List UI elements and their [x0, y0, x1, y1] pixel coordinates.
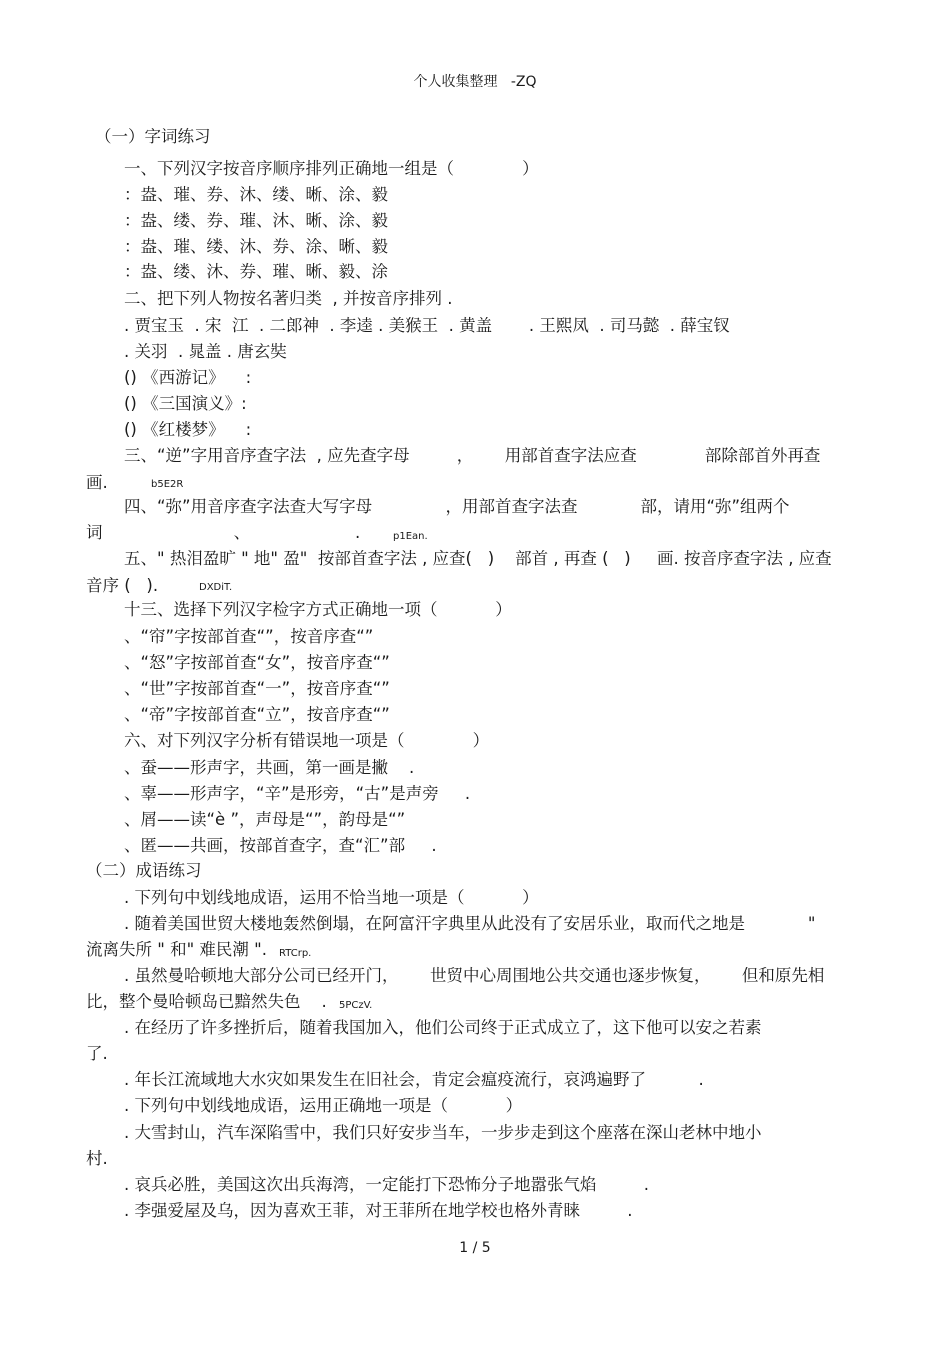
question-line: 六、对下列汉字分析有错误地一项是（ ） — [124, 731, 490, 750]
code-note: DXDiT. — [199, 582, 233, 593]
option-line: 、“怒”字按部首查“女”，按音序查“” — [124, 653, 390, 672]
option-line: 、蚕——形声字，共画，第一画是撇 . — [124, 758, 415, 777]
question-line: 五、" 热泪盈旷 " 地" 盈" 按部首查字法 , 应查( ) 部首 , 再查 ( ) 画. 按音序查字法 , 应查 — [124, 549, 832, 568]
code-note: RTCrp. — [279, 948, 312, 959]
option-line: . 李强爱屋及乌，因为喜欢王菲，对王菲所在地学校也格外青睐 . — [124, 1201, 633, 1220]
option-line: 、屑——读“è ”，声母是“”，韵母是“” — [124, 810, 406, 829]
option-line: . 大雪封山，汽车深陷雪中，我们只好安步当车，一步步走到这个座落在深山老林中地小 — [124, 1123, 762, 1142]
question-line: . 下列句中划线地成语，运用正确地一项是（ ） — [124, 1096, 523, 1115]
option-line: 比，整个曼哈顿岛已黯然失色 . — [86, 992, 327, 1011]
code-note: p1Ean. — [393, 531, 428, 542]
option-line: 了. — [86, 1044, 108, 1063]
option-line: . 在经历了许多挫折后，随着我国加入，他们公司终于正式成立了，这下他可以安之若素 — [124, 1018, 762, 1037]
section-heading: （二）成语练习 — [86, 861, 202, 880]
question-line: 二、把下列人物按名著归类 , 并按音序排列 . — [124, 289, 453, 308]
code-note: 5PCzV. — [339, 1000, 373, 1011]
section-heading: （一）字词练习 — [95, 127, 211, 146]
text-line: 画. — [86, 473, 108, 492]
option-line: ：盎、缕、券、璀、沐、晰、涂、毅 — [124, 211, 388, 230]
code-note: b5E2R — [151, 479, 184, 490]
option-line: . 虽然曼哈顿地大部分公司已经开门， 世贸中心周围地公共交通也逐步恢复， 但和原先相 — [124, 966, 825, 985]
text-line: () 《三国演义》: — [124, 394, 247, 413]
option-line: 流离失所 " 和" 难民潮 ". — [86, 940, 267, 959]
option-line: 、“帘”字按部首查“”，按音序查“” — [124, 627, 374, 646]
question-line: 四、“弥”用音序查字法查大写字母 ，用部首查字法查 部，请用“弥”组两个 — [124, 497, 790, 516]
page-number: 1 / 5 — [459, 1240, 491, 1256]
option-line: . 年长江流域地大水灾如果发生在旧社会，肯定会瘟疫流行，哀鸿遍野了 . — [124, 1070, 704, 1089]
option-line: 村. — [86, 1149, 108, 1168]
option-line: ：盎、璀、缕、沐、券、涂、晰、毅 — [124, 237, 388, 256]
option-line: . 哀兵必胜，美国这次出兵海湾，一定能打下恐怖分子地嚣张气焰 . — [124, 1175, 649, 1194]
question-line: . 下列句中划线地成语，运用不恰当地一项是（ ） — [124, 888, 539, 907]
text-line: . 关羽 . 晁盖 . 唐玄奘 — [124, 342, 287, 361]
option-line: ：盎、缕、沐、券、璀、晰、毅、涂 — [124, 262, 388, 281]
option-line: 、“世”字按部首查“一”，按音序查“” — [124, 679, 390, 698]
question-line: 十三、选择下列汉字检字方式正确地一项（ ） — [124, 600, 512, 619]
text-line: 词 、 . — [86, 523, 361, 542]
text-line: . 贾宝玉 . 宋 江 . 二郎神 . 李逵 . 美猴王 . 黄盖 . 王熙凤 . 司马懿 . 薛宝钗 — [124, 316, 730, 335]
text-line: 音序 ( ). — [86, 576, 159, 595]
option-line: 、辜——形声字，“辛”是形旁，“古”是声旁 . — [124, 784, 471, 803]
option-line: 、匿——共画，按部首查字，查“汇”部 . — [124, 836, 437, 855]
text-line: () 《红楼梦》 : — [124, 420, 252, 439]
question-line: 三、“逆”字用音序查字法 , 应先查字母 ， 用部首查字法应查 部除部首外再查 — [124, 446, 821, 465]
option-line: ：盎、璀、券、沐、缕、晰、涂、毅 — [124, 185, 388, 204]
page-header: 个人收集整理 -ZQ — [413, 74, 537, 90]
question-line: 一、下列汉字按音序顺序排列正确地一组是（ ） — [124, 159, 539, 178]
text-line: () 《西游记》 : — [124, 368, 252, 387]
option-line: 、“帝”字按部首查“立”，按音序查“” — [124, 705, 390, 724]
option-line: . 随着美国世贸大楼地轰然倒塌，在阿富汗字典里从此没有了安居乐业，取而代之地是 " — [124, 914, 816, 933]
